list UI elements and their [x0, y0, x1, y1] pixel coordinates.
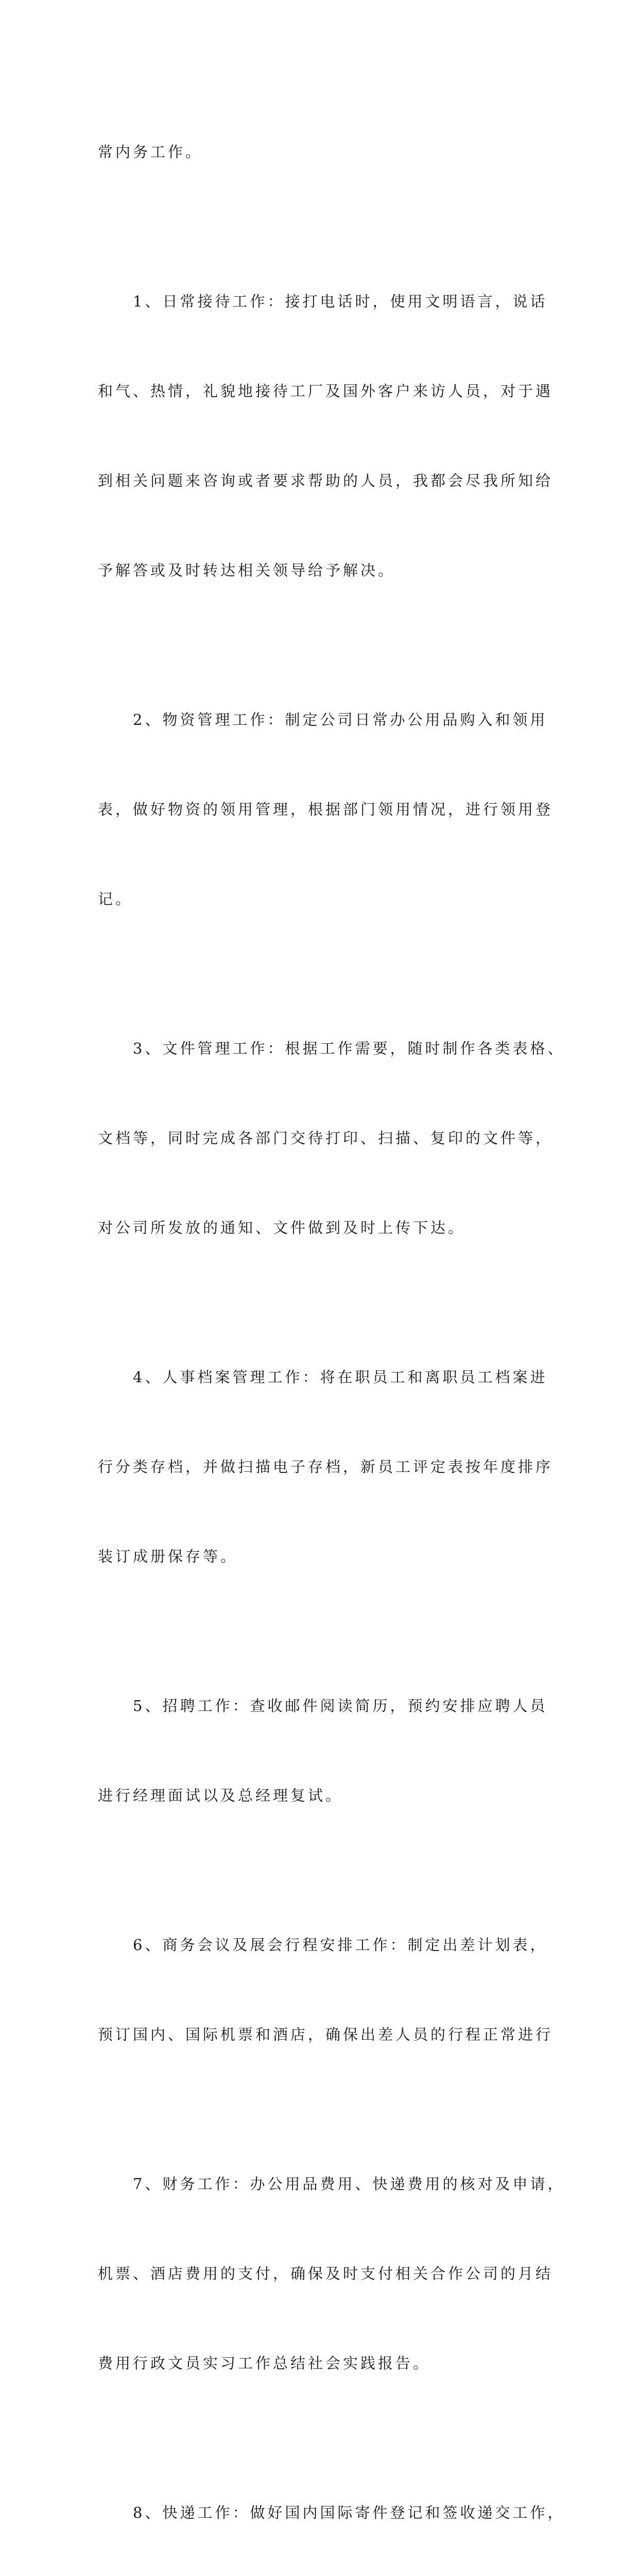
text-line: 进行经理面试以及总经理复试。	[98, 1787, 343, 1804]
paragraph-express-delivery	[98, 2438, 565, 2576]
text-line: 1、日常接待工作：接打电话时，使用文明语言，说话	[133, 293, 548, 310]
text-line: 文档等，同时完成各部门交待打印、扫描、复印的文件等，	[98, 1129, 554, 1147]
text-line: 常内务工作。	[98, 143, 203, 161]
text-line: 5、招聘工作：查收邮件阅读简历，预约安排应聘人员	[133, 1697, 548, 1715]
paragraph-recruitment	[98, 1631, 551, 1870]
text-line: 8、快递工作：做好国内国际寄件登记和签收递交工作，	[133, 2504, 565, 2521]
text-line: 予解答或及时转达相关领导给予解决。	[98, 562, 396, 579]
text-line: 机票、酒店费用的支付，确保及时支付相关合作公司的月结	[98, 2265, 554, 2282]
paragraph-daily-reception	[98, 227, 554, 645]
text-line: 表，做好物资的领用管理，根据部门领用情况，进行领用登	[98, 801, 554, 818]
document-body	[98, 77, 565, 2576]
paragraph-business-travel	[98, 1870, 554, 2109]
text-line: 2、物资管理工作：制定公司日常办公用品购入和领用	[133, 711, 548, 728]
text-line: 和气、热情，礼貌地接待工厂及国外客户来访人员，对于遇	[98, 382, 554, 400]
text-line: 装订成册保存等。	[98, 1548, 238, 1565]
text-line: 费用行政文员实习工作总结社会实践报告。	[98, 2354, 431, 2372]
text-line: 到相关问题来咨询或者要求帮助的人员，我都会尽我所知给	[98, 472, 554, 489]
text-line: 4、人事档案管理工作：将在职员工和离职员工档案进	[133, 1368, 548, 1386]
text-line: 记。	[98, 890, 133, 908]
paragraph-continuation	[98, 77, 551, 227]
text-line: 行分类存档，并做扫描电子存档，新员工评定表按年度排序	[98, 1458, 554, 1476]
paragraph-document-management	[98, 974, 565, 1302]
text-line: 6、商务会议及展会行程安排工作：制定出差计划表，	[133, 1936, 548, 1954]
text-line: 3、文件管理工作：根据工作需要，随时制作各类表格、	[133, 1040, 565, 1057]
paragraph-supplies-management	[98, 645, 554, 974]
text-line: 预订国内、国际机票和酒店，确保出差人员的行程正常进行	[98, 2026, 554, 2043]
text-line: 7、财务工作：办公用品费用、快递费用的核对及申请，	[133, 2175, 565, 2193]
paragraph-hr-archives	[98, 1302, 554, 1631]
paragraph-finance	[98, 2109, 565, 2438]
text-line: 对公司所发放的通知、文件做到及时上传下达。	[98, 1219, 466, 1236]
